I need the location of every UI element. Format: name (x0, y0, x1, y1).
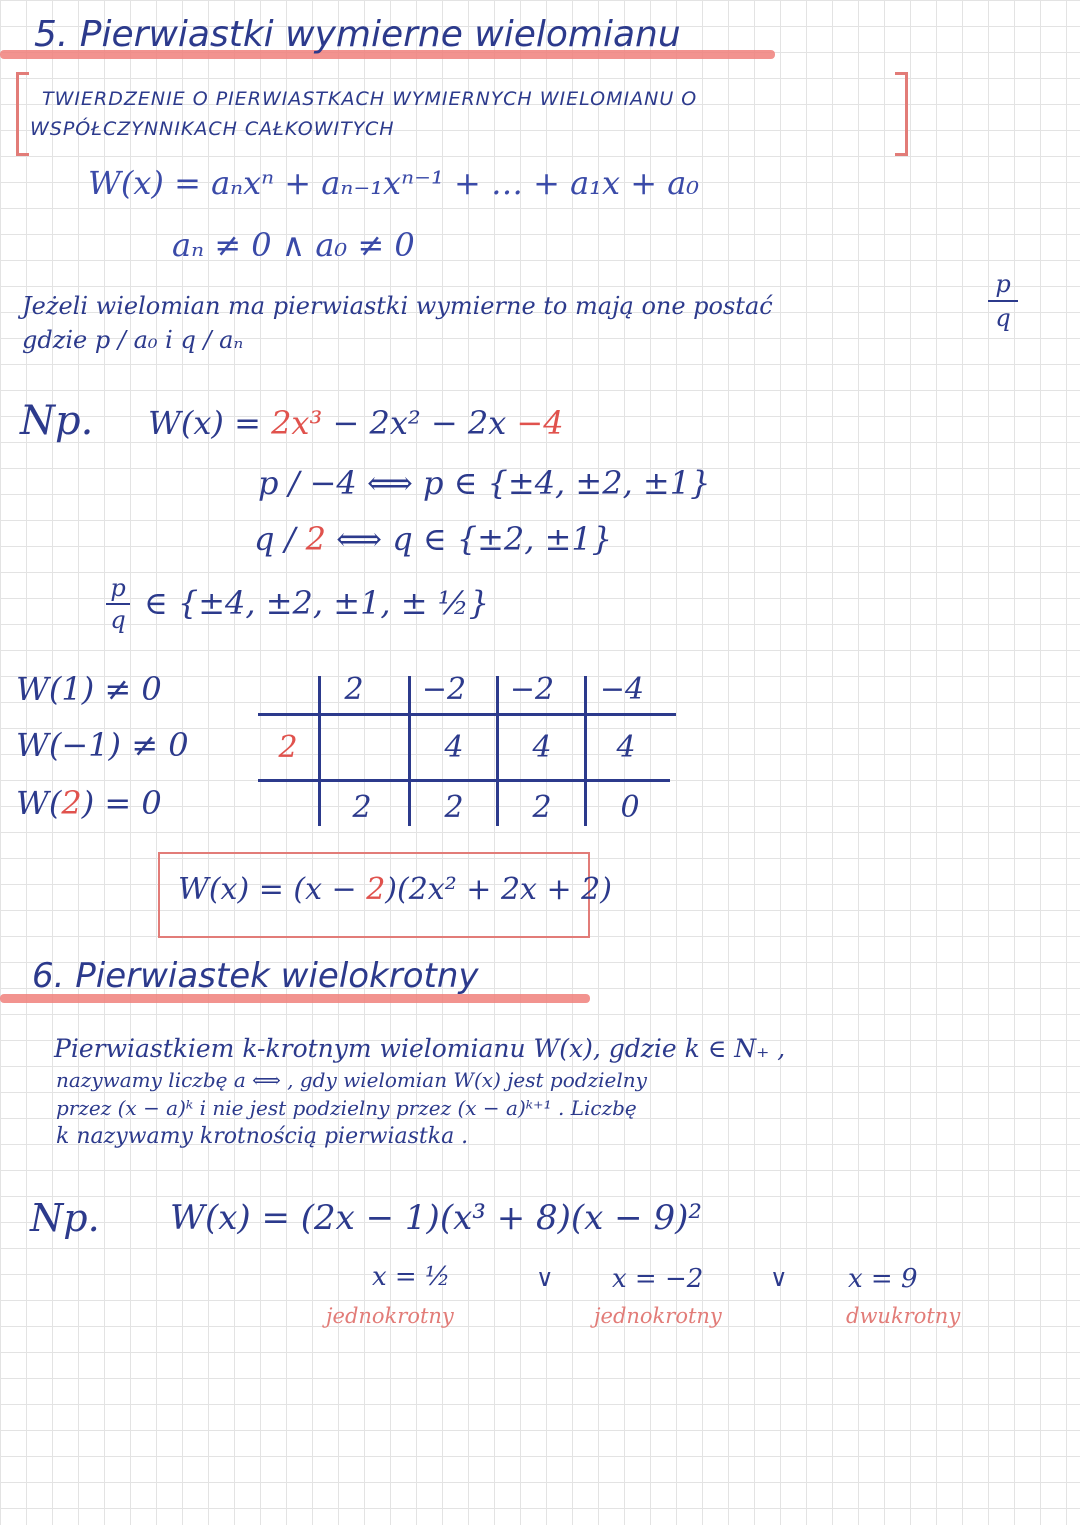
root-1-value: x = ½ (372, 1262, 451, 1292)
factored-prefix: W(x) = (x − (178, 872, 367, 907)
check-w2 (16, 784, 162, 822)
section-6-title: 6. Pierwiastek wielokrotny (32, 956, 479, 996)
p-divisors-line: p / −4 ⟺ p ∈ {±4, ±2, ±1} (258, 464, 711, 502)
check-w2-suffix: ) = 0 (81, 784, 162, 822)
check-w2-root: 2 (61, 784, 82, 822)
factored-rest: )(2x² + 2x + 2) (385, 872, 612, 907)
definition-line-2: nazywamy liczbę a ⟺ , gdy wielomian W(x) jest podzielny (56, 1068, 647, 1092)
horner-cell: 0 (620, 790, 640, 825)
horner-cell: 2 (352, 790, 372, 825)
check-w-minus1: W(−1) ≠ 0 (16, 726, 189, 764)
theorem-bracket-right (895, 72, 908, 156)
horner-cell: 2 (532, 790, 552, 825)
factored-result (178, 872, 612, 907)
rule-fraction (988, 270, 1018, 332)
example-poly-middle: − 2x² − 2x (322, 404, 517, 442)
rule-fraction-numerator: p (995, 270, 1011, 298)
horner-cell: −4 (599, 672, 645, 707)
theorem-bracket-left (16, 72, 29, 156)
rule-fraction-denominator: q (995, 304, 1011, 332)
horner-col-line-3 (496, 676, 499, 826)
horner-col-line-2 (408, 676, 411, 826)
root-3-multiplicity: dwukrotny (846, 1304, 961, 1328)
rule-line-2: gdzie p / a₀ i q / aₙ (22, 326, 244, 354)
horner-cell: 4 (616, 730, 636, 765)
coefficient-conditions: aₙ ≠ 0 ∧ a₀ ≠ 0 (172, 226, 415, 264)
pq-candidate-set: ∈ {±4, ±2, ±1, ± ½} (144, 584, 490, 622)
factored-root: 2 (366, 872, 386, 907)
horner-cell: 4 (444, 730, 464, 765)
pq-fraction (106, 574, 130, 634)
horner-divisor: 2 (278, 730, 298, 765)
example-label-2: Np. (30, 1196, 100, 1240)
example-poly-prefix: W(x) = (148, 404, 272, 442)
root-2-multiplicity: jednokrotny (594, 1304, 722, 1328)
definition-line-1: Pierwiastkiem k-krotnym wielomianu W(x), gdzie k ∈ N₊ , (54, 1034, 786, 1063)
or-symbol-2: ∨ (770, 1264, 788, 1292)
horner-cell: 2 (344, 672, 364, 707)
horner-cell: 2 (444, 790, 464, 825)
q-divisors-line (254, 520, 612, 558)
theorem-heading-line1: TWIERDZENIE O PIERWIASTKACH WYMIERNYCH WIELOMIANU O (42, 88, 698, 110)
pq-fraction-numerator: p (110, 574, 126, 602)
root-2-value: x = −2 (612, 1264, 704, 1294)
or-symbol-1: ∨ (536, 1264, 554, 1292)
example-poly-constant: −4 (516, 404, 564, 442)
horner-col-line-1 (318, 676, 321, 826)
theorem-heading-line2: WSPÓŁCZYNNIKACH CAŁKOWITYCH (30, 118, 395, 140)
horner-cell: 4 (532, 730, 552, 765)
section-5-title: 5. Pierwiastki wymierne wielomianu (34, 14, 681, 55)
definition-line-3: przez (x − a)ᵏ i nie jest podzielny przez (x − a)ᵏ⁺¹ . Liczbę (56, 1096, 637, 1120)
rule-line-1: Jeżeli wielomian ma pierwiastki wymierne to mają one postać (22, 292, 773, 320)
example-polynomial (148, 404, 564, 442)
example-poly-lead-term: 2x³ (271, 404, 323, 442)
general-polynomial: W(x) = aₙxⁿ + aₙ₋₁xⁿ⁻¹ + … + a₁x + a₀ (88, 164, 700, 202)
root-3-value: x = 9 (848, 1264, 918, 1294)
q-line-rest: ⟺ q ∈ {±2, ±1} (325, 520, 613, 558)
multiplicity-example-polynomial: W(x) = (2x − 1)(x³ + 8)(x − 9)² (170, 1198, 702, 1238)
root-1-multiplicity: jednokrotny (326, 1304, 454, 1328)
example-label-1: Np. (20, 398, 94, 444)
horner-cell: −2 (509, 672, 555, 707)
pq-fraction-denominator: q (110, 606, 126, 634)
q-line-prefix: q / (254, 520, 306, 558)
definition-line-4: k nazywamy krotnością pierwiastka . (56, 1124, 469, 1149)
horner-cell: −2 (421, 672, 467, 707)
q-line-lead-coef: 2 (305, 520, 326, 558)
check-w1: W(1) ≠ 0 (16, 670, 162, 708)
horner-col-line-4 (584, 676, 587, 826)
check-w2-prefix: W( (16, 784, 62, 822)
